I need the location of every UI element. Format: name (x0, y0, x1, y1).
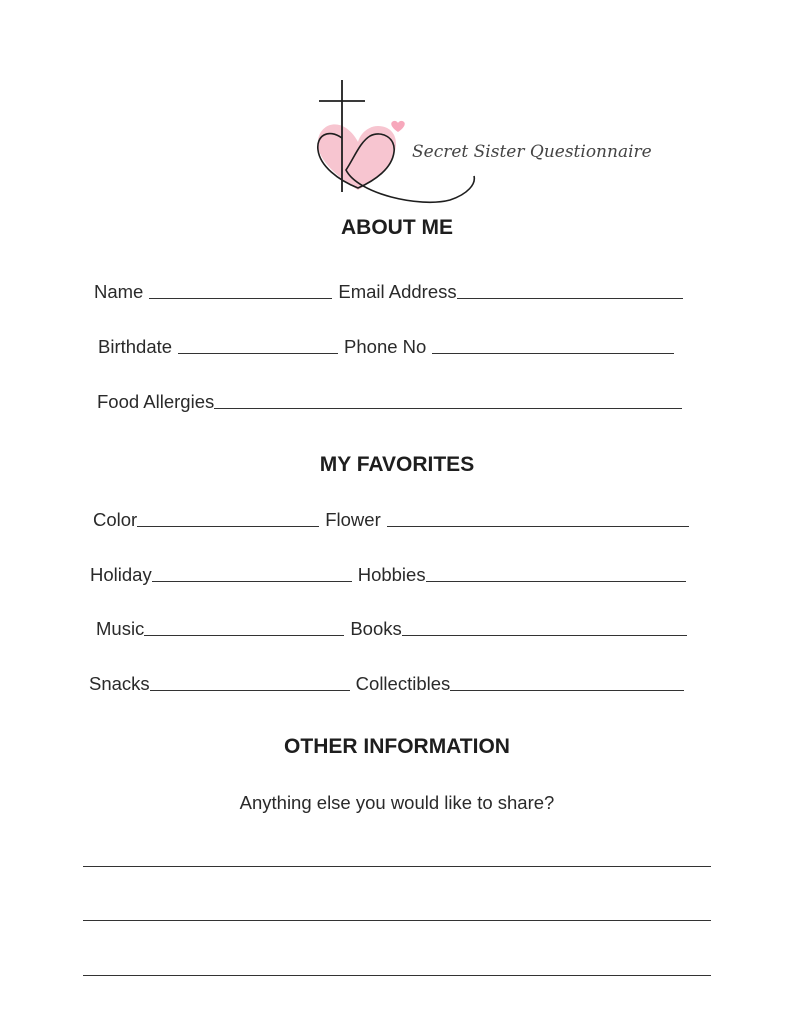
allergies-row (97, 391, 682, 413)
other-information-heading: OTHER INFORMATION (284, 735, 510, 758)
flower-field[interactable] (387, 525, 689, 527)
email-field[interactable] (457, 297, 683, 299)
email-label: Email Address (338, 281, 457, 302)
my-favorites-heading: MY FAVORITES (319, 453, 475, 476)
answer-line-3[interactable] (83, 975, 711, 976)
birthdate-label: Birthdate (98, 336, 173, 357)
music-label: Music (96, 618, 145, 639)
holiday-field[interactable] (152, 580, 352, 582)
flower-label: Flower (325, 509, 381, 530)
hobbies-label: Hobbies (357, 564, 426, 585)
snacks-label: Snacks (89, 673, 150, 694)
books-label: Books (350, 618, 402, 639)
holiday-hobbies-row (90, 564, 686, 586)
collectibles-field[interactable] (450, 689, 684, 691)
snacks-collectibles-row (89, 673, 684, 695)
holiday-label: Holiday (90, 564, 152, 585)
name-label: Name (94, 281, 144, 302)
color-field[interactable] (137, 525, 319, 527)
name-email-row (94, 281, 683, 303)
logo-title: Secret Sister Questionnaire (412, 142, 652, 162)
name-field[interactable] (149, 297, 332, 299)
phone-label: Phone No (344, 336, 427, 357)
music-field[interactable] (144, 634, 344, 636)
birthdate-field[interactable] (178, 352, 338, 354)
music-books-row (96, 618, 687, 640)
collectibles-label: Collectibles (355, 673, 451, 694)
answer-line-2[interactable] (83, 920, 711, 921)
allergies-label: Food Allergies (97, 391, 215, 412)
color-label: Color (93, 509, 138, 530)
other-prompt: Anything else you would like to share? (239, 792, 555, 813)
phone-field[interactable] (432, 352, 674, 354)
snacks-field[interactable] (150, 689, 350, 691)
allergies-field[interactable] (214, 407, 682, 409)
books-field[interactable] (402, 634, 687, 636)
birthdate-phone-row (98, 336, 674, 358)
answer-line-1[interactable] (83, 866, 711, 867)
color-flower-row (93, 509, 689, 531)
about-me-heading: ABOUT ME (341, 216, 453, 239)
hobbies-field[interactable] (426, 580, 686, 582)
